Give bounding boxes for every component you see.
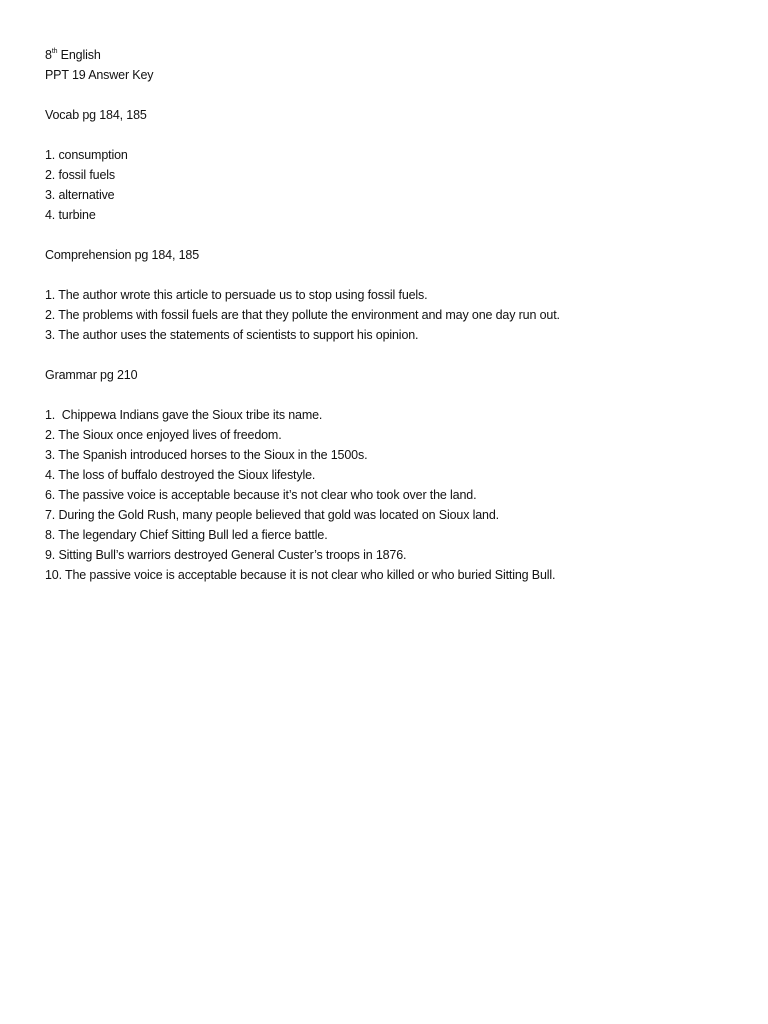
vocab-item: 4. turbine <box>45 208 96 222</box>
grammar-item: 6. The passive voice is acceptable because it’s not clear who took over the land. <box>45 488 477 502</box>
grammar-item: 9. Sitting Bull’s warriors destroyed General Custer’s troops in 1876. <box>45 548 407 562</box>
vocab-item: 2. fossil fuels <box>45 168 116 182</box>
vocab-heading: Vocab pg 184, 185 <box>45 108 147 122</box>
grammar-item: 10. The passive voice is acceptable because it is not clear who killed or who buried Sitting Bull. <box>45 568 556 582</box>
grammar-item: 1. Chippewa Indians gave the Sioux tribe its name. <box>45 408 323 422</box>
comprehension-heading: Comprehension pg 184, 185 <box>45 248 200 262</box>
vocab-item: 1. consumption <box>45 148 128 162</box>
grammar-heading: Grammar pg 210 <box>45 368 138 382</box>
spacer <box>45 345 745 365</box>
grammar-item: 3. The Spanish introduced horses to the Sioux in the 1500s. <box>45 448 368 462</box>
grammar-item: 8. The legendary Chief Sitting Bull led a fierce battle. <box>45 528 328 542</box>
subject-label: English <box>57 48 101 62</box>
grade-number: 8 <box>45 48 52 62</box>
grammar-item: 2. The Sioux once enjoyed lives of freedom. <box>45 428 282 442</box>
spacer <box>45 125 745 145</box>
comprehension-item: 3. The author uses the statements of scientists to support his opinion. <box>45 328 419 342</box>
class-heading <box>45 45 745 65</box>
spacer <box>45 265 745 285</box>
spacer <box>45 225 745 245</box>
comprehension-item: 2. The problems with fossil fuels are that they pollute the environment and may one day run out. <box>45 308 560 322</box>
grammar-item: 4. The loss of buffalo destroyed the Sioux lifestyle. <box>45 468 316 482</box>
document-body <box>45 45 745 585</box>
comprehension-item: 1. The author wrote this article to persuade us to stop using fossil fuels. <box>45 288 428 302</box>
spacer <box>45 385 745 405</box>
grade-suffix: th <box>51 48 58 55</box>
spacer <box>45 85 745 105</box>
vocab-item: 3. alternative <box>45 188 115 202</box>
document-title: PPT 19 Answer Key <box>45 68 154 82</box>
grammar-item: 7. During the Gold Rush, many people believed that gold was located on Sioux land. <box>45 508 499 522</box>
